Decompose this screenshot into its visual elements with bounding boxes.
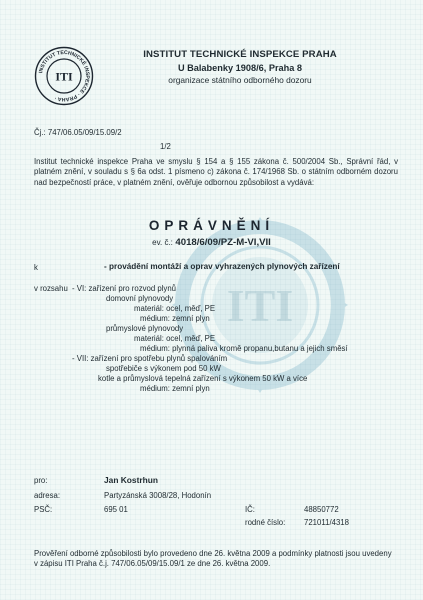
scope-line: - VI: zařízení pro rozvod plynů [72, 284, 177, 293]
reference-number: Čj.: 747/06.05/09/15.09/2 [34, 128, 122, 137]
svg-text:ITI: ITI [55, 69, 73, 84]
holder-birth: 721011/4318 [304, 518, 349, 527]
purpose-label: k [34, 263, 38, 272]
registration-number-label: ev. č.: [152, 238, 173, 247]
iti-seal-logo [34, 46, 94, 106]
scope-line: materiál: ocel, měď, PE [134, 334, 216, 343]
scope-line: médium: zemní plyn [140, 384, 210, 393]
registration-number-value: 4018/6/09/PZ-M-VI,VII [175, 237, 271, 248]
holder-name: Jan Kostrhun [104, 475, 158, 485]
scope-line: průmyslové plynovody [106, 324, 184, 333]
institution-address: U Balabenky 1908/6, Praha 8 [177, 63, 303, 73]
closing-paragraph: Prověření odborné způsobilosti bylo provedeno dne 26. května 2009 a podmínky platnosti jsou uvedeny v zápisu ITI Praha č.j. 747/06.05/09/15.09/1 ze dne 26. května 2009. [34, 549, 392, 569]
document-title: OPRÁVNĚNÍ [148, 218, 275, 233]
letterhead [34, 46, 394, 106]
holder-birth-label: rodné číslo: [245, 518, 286, 527]
svg-text:ITI: ITI [226, 280, 294, 331]
institution-name: INSTITUT TECHNICKÉ INSPEKCE PRAHA [143, 49, 337, 60]
scope-label: v rozsahu [34, 284, 68, 293]
svg-text:INSTITUT TECHNICKÉ INSPEKCE ·: INSTITUT TECHNICKÉ INSPEKCE · PRAHA · [38, 49, 91, 103]
intro-paragraph: Institut technické inspekce Praha ve smyslu § 154 a § 155 zákona č. 500/2004 Sb., Správní řád, v platném znění, v souladu s § 6a odst. 1 písmeno c) zákona č. 174/1968 Sb. o státním odborném dozoru nad bezpečností práce, v platném znění, ověřuje odbornou způsobilost a vydává: [34, 157, 398, 187]
registration-number [0, 237, 423, 248]
holder-ic: 48850772 [304, 505, 339, 514]
scope-line: spotřebiče s výkonem pod 50 kW [106, 364, 221, 373]
scope-line: médium: zemní plyn [140, 314, 210, 323]
holder-address: Partyzánská 3008/28, Hodonín [104, 491, 212, 500]
scope-line: domovní plynovody [106, 294, 174, 303]
scope-line: médium: plynná paliva kromě propanu,butanu a jejich směsí [140, 344, 348, 353]
page-number: 1/2 [160, 142, 171, 151]
holder-address-label: adresa: [34, 491, 61, 500]
purpose-text: - provádění montáží a oprav vyhrazených plynových zařízení [104, 262, 340, 271]
scope-line: materiál: ocel, měď, PE [134, 304, 216, 313]
institution-subtitle: organizace státního odborného dozoru [168, 75, 312, 85]
holder-ic-label: IČ: [245, 505, 255, 514]
scope-line: - VII: zařízení pro spotřebu plynů spalováním [72, 354, 228, 363]
holder-for-label: pro: [34, 476, 48, 485]
scope-line: kotle a průmyslová tepelná zařízení s výkonem 50 kW a více [98, 374, 308, 383]
holder-psc-label: PSČ: [34, 505, 53, 514]
holder-psc: 695 01 [104, 505, 128, 514]
